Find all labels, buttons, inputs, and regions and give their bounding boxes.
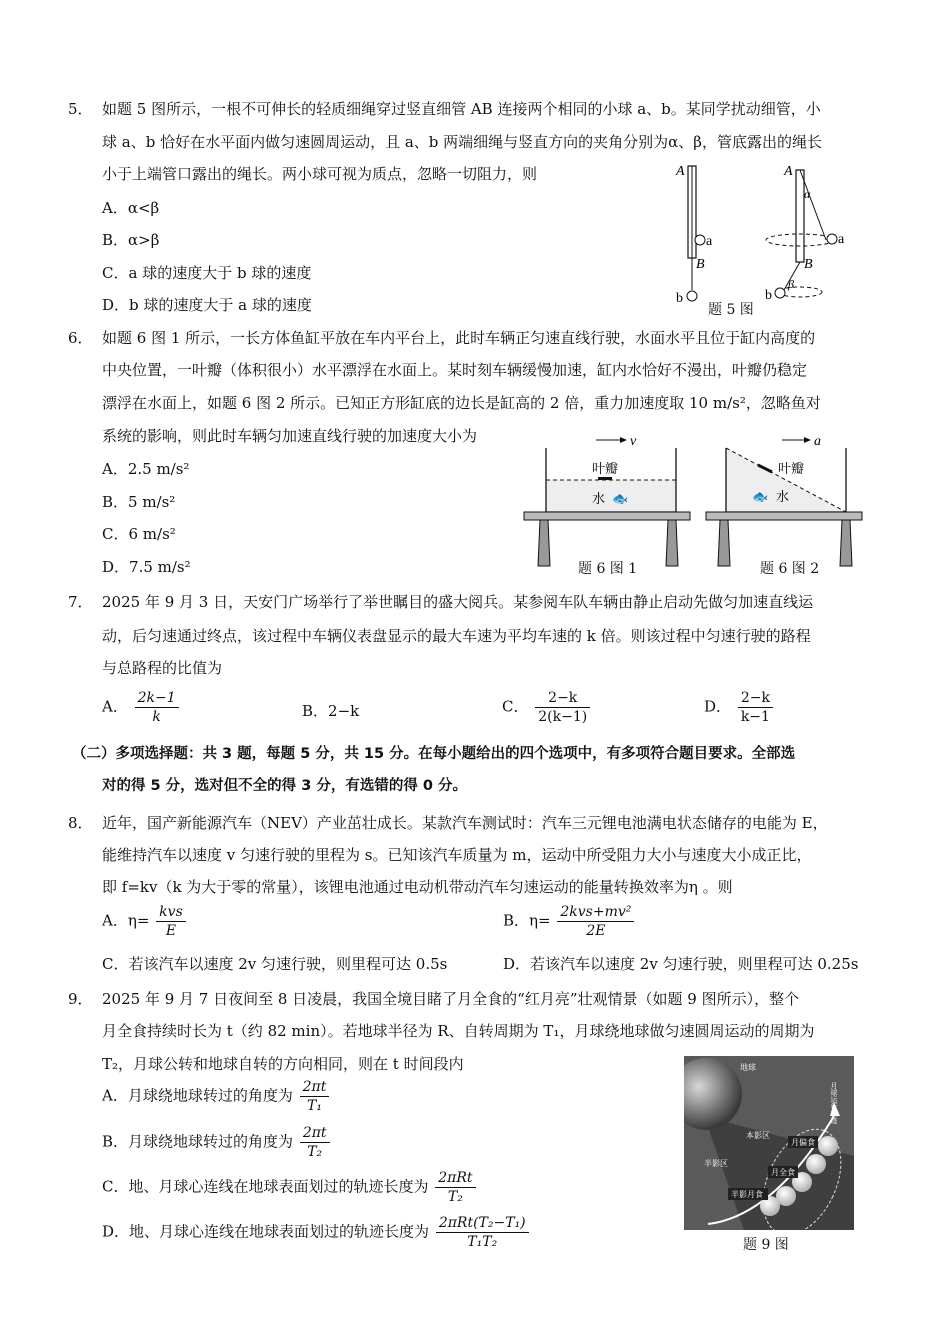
q5-line-3: 小于上端管口露出的绳长。两小球可视为质点，忽略一切阻力，则 <box>102 165 538 183</box>
q9-option-c: C．地、月球心连线在地球表面划过的轨迹长度为 $\frac{\text{2πRt}}{\text{T₂}}$ <box>102 1169 478 1206</box>
q6-caption-2: 题 6 图 2 <box>760 561 820 577</box>
fig6-2-table <box>706 512 862 520</box>
q9-d-fraction: $\frac{\text{2πRt(T₂−T₁)}}{\text{T₁T₂}}$ <box>436 1214 529 1251</box>
q7-line-1: 2025 年 9 月 3 日，天安门广场举行了举世瞩目的盛大阅兵。某参阅车队车辆由静止启动先做匀加速直线运 <box>102 593 814 611</box>
fig5-text-a-left: a <box>706 234 713 249</box>
fig5-ball-a-right <box>827 234 837 244</box>
fig5-ball-b-right <box>775 288 785 298</box>
q7-option-a: A． $\frac{2k-1}{k}$ <box>102 689 181 726</box>
fig9-label-penumbra: 半影区 <box>704 1159 728 1168</box>
q5-option-c: C．a 球的速度大于 b 球的速度 <box>102 264 312 282</box>
q9-option-d: D．地、月球心连线在地球表面划过的轨迹长度为 $\frac{\text{2πRt(T₂−T₁)}}{\text{T₁T₂}}$ <box>102 1214 531 1251</box>
fig9-label-earth: 地球 <box>740 1063 756 1072</box>
fig6-2-a: a <box>814 434 821 449</box>
q9-option-b: B．月球绕地球转过的角度为 $\frac{2\pi t}{\text{T₂}}$ <box>102 1124 332 1161</box>
q8-line-3: 即 f=kv（k 为大于零的常量），该锂电池通过电动机带动汽车匀速运动的能量转换效率为η 。则 <box>102 878 733 896</box>
q7-d-fraction: $\frac{2-k}{k-1}$ <box>738 689 773 726</box>
q7-a-fraction: $\frac{2k-1}{k}$ <box>135 689 179 726</box>
q9-figure <box>684 1056 854 1230</box>
fig5-ball-a-left <box>695 235 705 245</box>
fig9-label-path: 月球运行轨迹 <box>830 1082 838 1124</box>
fig5-text-b-right: b <box>765 288 772 303</box>
q8-line-2: 能维持汽车以速度 v 匀速行驶的里程为 s。已知该汽车质量为 m，运动中所受阻力大小与速度大小成正比， <box>102 846 812 864</box>
q9-line-3: T₂，月球公转和地球自转的方向相同，则在 t 时间段内 <box>102 1055 464 1073</box>
q7-line-2: 动，后匀速通过终点，该过程中车辆仪表盘显示的最大车速为平均车速的 k 倍。则该过程中匀速行驶的路程 <box>102 627 811 645</box>
fig6-2-fish-icon: 🐟 <box>752 489 769 504</box>
q9-option-a: A．月球绕地球转过的角度为 $\frac{2\pi t}{\text{T₁}}$ <box>102 1078 331 1115</box>
q6-line-3: 漂浮在水面上，如题 6 图 2 所示。已知正方形缸底的边长是缸高的 2 倍，重力加速度取 10 m/s²，忽略鱼对 <box>102 394 821 412</box>
q7-option-d: D． $\frac{2-k}{k-1}$ <box>704 689 775 726</box>
q5-figure <box>668 160 868 305</box>
q5-number: 5． <box>68 100 93 118</box>
q8-line-1: 近年，国产新能源汽车（NEV）产业茁壮成长。某款汽车测试时：汽车三元锂电池满电状态储存的电能为 E， <box>102 814 828 832</box>
fig6-1-water <box>546 480 676 512</box>
q9-line-1: 2025 年 9 月 7 日夜间至 8 日凌晨，我国全境目睹了月全食的“红月亮”壮观情景（如题 9 图所示），整个 <box>102 990 800 1008</box>
fig9-moon-4 <box>806 1154 826 1174</box>
q5-line-2: 球 a、b 恰好在水平面内做匀速圆周运动，且 a、b 两端细绳与竖直方向的夹角分别为α、β，管底露出的绳长 <box>102 133 822 151</box>
fig5-beta: β <box>788 277 794 291</box>
q5-line-1: 如题 5 图所示，一根不可伸长的轻质细绳穿过竖直细管 AB 连接两个相同的小球 a、b。某同学扰动细管，小 <box>102 100 821 118</box>
q6-caption-1: 题 6 图 1 <box>578 561 638 577</box>
fig5-ball-b-left <box>687 291 697 301</box>
section-2-line-1: （二）多项选择题：共 3 题，每题 5 分，共 15 分。在每小题给出的四个选项中，有多项符合题目要求。全部选 <box>72 746 796 762</box>
q9-c-fraction: $\frac{\text{2πRt}}{\text{T₂}}$ <box>435 1169 475 1206</box>
q6-figure-2 <box>702 428 872 568</box>
q9-a-fraction: $\frac{2\pi t}{\text{T₁}}$ <box>300 1078 330 1115</box>
q7-number: 7． <box>68 593 93 611</box>
q6-option-d: D．7.5 m/s² <box>102 558 191 576</box>
fig6-1-table <box>524 512 690 520</box>
fig6-1-water-label: 水 <box>592 491 606 506</box>
q8-option-b: B．η= $\frac{\text{2kvs+mv²}}{2E}$ <box>503 903 636 940</box>
fig6-1-v: v <box>630 434 637 449</box>
q5-caption: 题 5 图 <box>708 302 754 318</box>
q8-b-fraction: $\frac{\text{2kvs+mv²}}{2E}$ <box>557 903 634 940</box>
q6-figure-1 <box>520 428 700 568</box>
q5-option-b: B．α>β <box>102 231 160 249</box>
fig6-1-leaf: 叶瓣 <box>592 461 619 476</box>
fig5-text-b-left: b <box>676 291 683 305</box>
q8-option-c: C．若该汽车以速度 2v 匀速行驶，则里程可达 0.5s <box>102 955 448 973</box>
fig9-moon-5 <box>818 1136 838 1156</box>
q6-line-1: 如题 6 图 1 所示，一长方体鱼缸平放在车内平台上，此时车辆正匀速直线行驶，水面水平且位于缸内高度的 <box>102 329 816 347</box>
fig5-alpha: α <box>804 187 811 201</box>
fig5-label-a-left: A <box>676 164 685 179</box>
fig6-1-fish-icon: 🐟 <box>612 491 629 506</box>
fig6-1-leaf-mark <box>598 477 612 480</box>
q7-option-c: C． $\frac{2-k}{2(k-1)}$ <box>502 689 592 726</box>
fig9-label-total: 月全食 <box>771 1168 795 1177</box>
q6-option-c: C．6 m/s² <box>102 525 176 543</box>
q5-option-d: D．b 球的速度大于 a 球的速度 <box>102 296 312 314</box>
q8-a-fraction: $\frac{\text{kvs}}{E}$ <box>156 903 186 940</box>
q9-caption: 题 9 图 <box>743 1237 789 1253</box>
fig6-2-leaf: 叶瓣 <box>778 461 805 476</box>
q8-option-d: D．若该汽车以速度 2v 匀速行驶，则里程可达 0.25s <box>503 955 859 973</box>
fig5-text-a-right: a <box>838 232 845 247</box>
fig9-label-partial: 月偏食 <box>791 1138 815 1147</box>
q9-line-2: 月全食持续时长为 t（约 82 min）。若地球半径为 R、自转周期为 T₁，月球绕地球做匀速圆周运动的周期为 <box>102 1022 815 1040</box>
fig5-label-b-left: B <box>696 257 705 272</box>
q6-option-b: B．5 m/s² <box>102 493 176 511</box>
fig5-label-b-right: B <box>804 257 813 272</box>
q6-line-4: 系统的影响，则此时车辆匀加速直线行驶的加速度大小为 <box>102 427 478 445</box>
q9-number: 9． <box>68 990 93 1008</box>
q7-c-fraction: $\frac{2-k}{2(k-1)}$ <box>535 689 590 726</box>
q5-option-a: A．α<β <box>102 199 160 217</box>
q7-line-3: 与总路程的比值为 <box>102 659 223 677</box>
fig5-tube-right <box>796 170 804 262</box>
q9-b-fraction: $\frac{2\pi t}{\text{T₂}}$ <box>300 1124 330 1161</box>
q6-option-a: A．2.5 m/s² <box>102 460 190 478</box>
fig6-2-water-label: 水 <box>776 489 790 504</box>
fig9-label-umbra: 本影区 <box>746 1131 770 1140</box>
q6-line-2: 中央位置，一叶瓣（体积很小）水平漂浮在水面上。某时刻车辆缓慢加速，缸内水恰好不漫出，叶瓣仍稳定 <box>102 361 808 379</box>
section-2-line-2: 对的得 5 分，选对但不全的得 3 分，有选错的得 0 分。 <box>102 778 468 794</box>
fig9-moon-2 <box>776 1186 796 1206</box>
fig9-label-penumbral: 半影月食 <box>731 1190 763 1199</box>
q8-option-a: A．η= $\frac{\text{kvs}}{E}$ <box>102 903 188 940</box>
q8-number: 8． <box>68 814 93 832</box>
q6-number: 6． <box>68 329 93 347</box>
q7-option-b: B．2−k <box>302 702 360 720</box>
fig5-label-a-right: A <box>784 164 793 179</box>
